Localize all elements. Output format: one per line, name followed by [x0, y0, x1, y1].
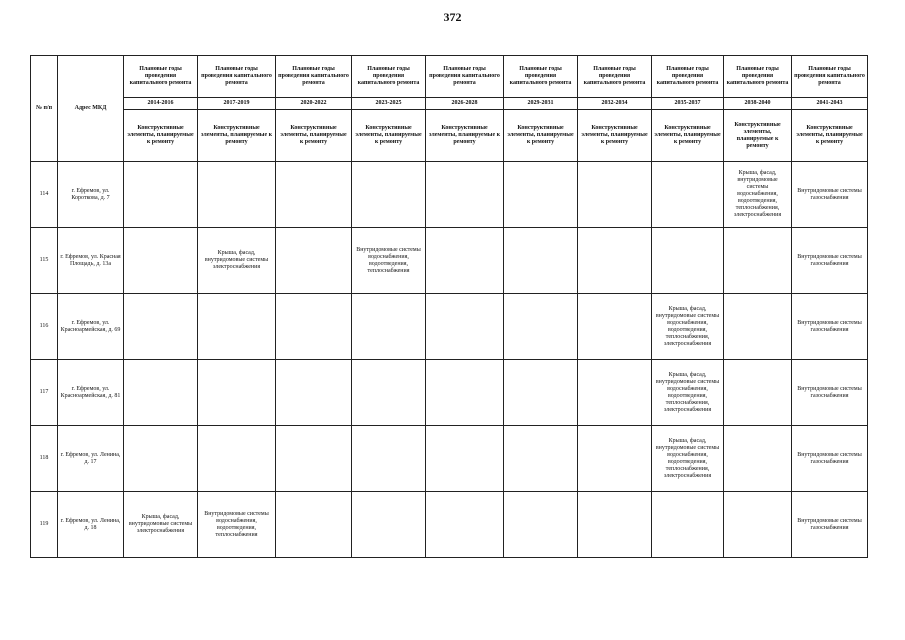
- row-number: 116: [31, 294, 58, 360]
- row-cell-elements: [198, 162, 276, 228]
- row-cell-elements: Крыша, фасад, внутридомовые системы электроснабжения: [198, 228, 276, 294]
- row-cell-elements: [578, 294, 652, 360]
- row-cell-elements: Крыша, фасад, внутридомовые системы водоснабжения, водоотведения, теплоснабжения, электроснабжения: [652, 294, 724, 360]
- row-address: г. Ефремов, ул. Короткова, д. 7: [58, 162, 124, 228]
- page-number: 372: [443, 10, 462, 24]
- row-cell-elements: [578, 162, 652, 228]
- row-cell-elements: [578, 360, 652, 426]
- row-cell-elements: Крыша, фасад, внутридомовые системы водоснабжения, водоотведения, теплоснабжения, электроснабжения: [652, 426, 724, 492]
- header-column-years: 2014-2016: [124, 98, 198, 110]
- capital-repair-plan-table: [30, 55, 868, 558]
- header-column-title: Плановые годы проведения капитального ремонта: [426, 56, 504, 98]
- row-cell-elements: [276, 426, 352, 492]
- row-cell-elements: [504, 228, 578, 294]
- header-column-title: Плановые годы проведения капитального ремонта: [198, 56, 276, 98]
- row-cell-elements: [352, 360, 426, 426]
- row-address: г. Ефремов, ул. Красноармейская, д. 81: [58, 360, 124, 426]
- row-cell-elements: [724, 492, 792, 558]
- row-cell-elements: [426, 228, 504, 294]
- header-column-years: 2032-2034: [578, 98, 652, 110]
- row-cell-elements: [578, 228, 652, 294]
- header-column-years: 2029-2031: [504, 98, 578, 110]
- row-cell-elements: [426, 492, 504, 558]
- header-column-elements: Конструктивные элементы, планируемые к ремонту: [578, 110, 652, 162]
- header-column-elements: Конструктивные элементы, планируемые к ремонту: [426, 110, 504, 162]
- header-column-elements: Конструктивные элементы, планируемые к ремонту: [724, 110, 792, 162]
- header-column-title: Плановые годы проведения капитального ремонта: [124, 56, 198, 98]
- header-address: Адрес МКД: [58, 56, 124, 162]
- row-cell-elements: [724, 228, 792, 294]
- header-column-elements: Конструктивные элементы, планируемые к ремонту: [352, 110, 426, 162]
- row-number: 115: [31, 228, 58, 294]
- header-column-elements: Конструктивные элементы, планируемые к ремонту: [504, 110, 578, 162]
- row-cell-elements: Внутридомовые системы газоснабжения: [792, 426, 868, 492]
- row-cell-elements: Внутридомовые системы газоснабжения: [792, 492, 868, 558]
- row-cell-elements: Внутридомовые системы газоснабжения: [792, 162, 868, 228]
- header-column-title: Плановые годы проведения капитального ремонта: [792, 56, 868, 98]
- row-address: г. Ефремов, ул. Ленина, д. 18: [58, 492, 124, 558]
- table-row: [31, 426, 868, 492]
- table-row: [31, 360, 868, 426]
- row-cell-elements: [276, 492, 352, 558]
- row-cell-elements: [652, 492, 724, 558]
- row-cell-elements: [124, 294, 198, 360]
- row-cell-elements: [504, 162, 578, 228]
- header-column-title: Плановые годы проведения капитального ремонта: [578, 56, 652, 98]
- row-number: 114: [31, 162, 58, 228]
- header-column-title: Плановые годы проведения капитального ремонта: [276, 56, 352, 98]
- table-row: [31, 294, 868, 360]
- table-row: [31, 162, 868, 228]
- row-cell-elements: Крыша, фасад, внутридомовые системы электроснабжения: [124, 492, 198, 558]
- row-cell-elements: Крыша, фасад, внутридомовые системы водоснабжения, водоотведения, теплоснабжения, электроснабжения: [724, 162, 792, 228]
- row-cell-elements: [276, 294, 352, 360]
- table-body: [31, 162, 868, 558]
- row-address: г. Ефремов, ул. Красная Площадь, д. 13а: [58, 228, 124, 294]
- row-cell-elements: [124, 360, 198, 426]
- header-column-title: Плановые годы проведения капитального ремонта: [352, 56, 426, 98]
- header-column-elements: Конструктивные элементы, планируемые к ремонту: [792, 110, 868, 162]
- row-cell-elements: [578, 426, 652, 492]
- row-address: г. Ефремов, ул. Ленина, д. 17: [58, 426, 124, 492]
- header-column-title: Плановые годы проведения капитального ремонта: [504, 56, 578, 98]
- row-cell-elements: [724, 360, 792, 426]
- row-cell-elements: [124, 162, 198, 228]
- header-column-elements: Конструктивные элементы, планируемые к ремонту: [652, 110, 724, 162]
- row-cell-elements: [426, 162, 504, 228]
- header-column-years: 2017-2019: [198, 98, 276, 110]
- row-cell-elements: [652, 162, 724, 228]
- row-cell-elements: [504, 294, 578, 360]
- row-cell-elements: [276, 228, 352, 294]
- table-header: [31, 56, 868, 162]
- row-cell-elements: Внутридомовые системы газоснабжения: [792, 360, 868, 426]
- row-cell-elements: [426, 426, 504, 492]
- row-cell-elements: [352, 426, 426, 492]
- row-cell-elements: Внутридомовые системы газоснабжения: [792, 228, 868, 294]
- row-cell-elements: [352, 492, 426, 558]
- row-cell-elements: [352, 162, 426, 228]
- header-num: № п/п: [31, 56, 58, 162]
- header-column-title: Плановые годы проведения капитального ремонта: [652, 56, 724, 98]
- header-column-title: Плановые годы проведения капитального ремонта: [724, 56, 792, 98]
- row-cell-elements: Внутридомовые системы водоснабжения, водоотведения, теплоснабжения: [352, 228, 426, 294]
- row-cell-elements: [724, 426, 792, 492]
- row-cell-elements: [504, 426, 578, 492]
- row-cell-elements: [124, 426, 198, 492]
- row-number: 117: [31, 360, 58, 426]
- header-column-years: 2023-2025: [352, 98, 426, 110]
- row-cell-elements: [426, 360, 504, 426]
- header-column-years: 2038-2040: [724, 98, 792, 110]
- header-column-years: 2041-2043: [792, 98, 868, 110]
- row-cell-elements: [198, 360, 276, 426]
- row-cell-elements: Внутридомовые системы газоснабжения: [792, 294, 868, 360]
- header-column-elements: Конструктивные элементы, планируемые к ремонту: [198, 110, 276, 162]
- header-column-years: 2020-2022: [276, 98, 352, 110]
- row-cell-elements: [352, 294, 426, 360]
- table-row: [31, 492, 868, 558]
- row-cell-elements: [198, 294, 276, 360]
- header-column-years: 2026-2028: [426, 98, 504, 110]
- row-cell-elements: [426, 294, 504, 360]
- row-cell-elements: [276, 162, 352, 228]
- row-number: 118: [31, 426, 58, 492]
- row-cell-elements: Внутридомовые системы водоснабжения, водоотведения, теплоснабжения: [198, 492, 276, 558]
- header-column-elements: Конструктивные элементы, планируемые к ремонту: [276, 110, 352, 162]
- header-column-years: 2035-2037: [652, 98, 724, 110]
- row-cell-elements: [504, 492, 578, 558]
- row-cell-elements: [504, 360, 578, 426]
- row-cell-elements: [652, 228, 724, 294]
- row-cell-elements: [198, 426, 276, 492]
- row-cell-elements: [724, 294, 792, 360]
- row-cell-elements: [124, 228, 198, 294]
- row-cell-elements: [276, 360, 352, 426]
- row-address: г. Ефремов, ул. Красноармейская, д. 69: [58, 294, 124, 360]
- row-cell-elements: Крыша, фасад, внутридомовые системы водоснабжения, водоотведения, теплоснабжения, электроснабжения: [652, 360, 724, 426]
- table-row: [31, 228, 868, 294]
- header-column-elements: Конструктивные элементы, планируемые к ремонту: [124, 110, 198, 162]
- row-number: 119: [31, 492, 58, 558]
- row-cell-elements: [578, 492, 652, 558]
